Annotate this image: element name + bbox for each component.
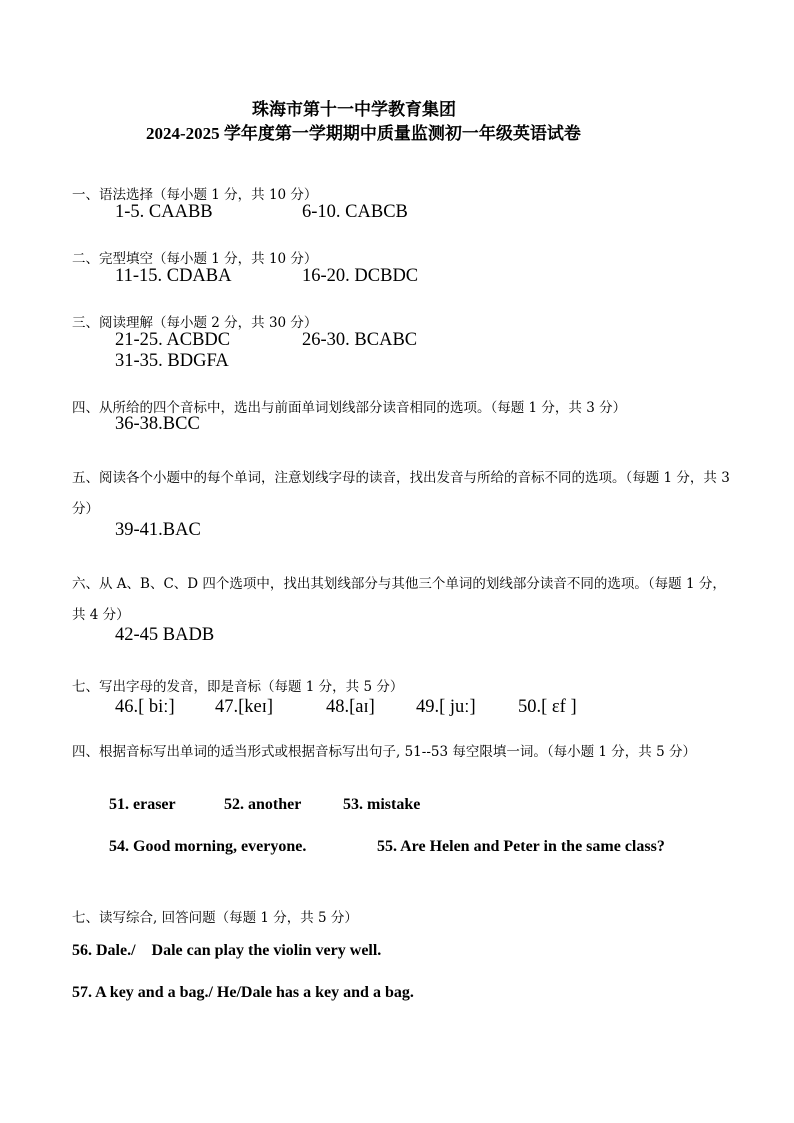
answer-49: 49.[ juː] — [416, 697, 476, 717]
section-heading-4: 四、从所给的四个音标中，选出与前面单词划线部分读音相同的选项。（每题 1 分，共 3 分） — [72, 400, 627, 416]
page-subtitle: 2024-2025 学年度第一学期期中质量监测初一年级英语试卷 — [146, 124, 581, 143]
answer-47: 47.[keɪ] — [215, 697, 274, 717]
answer-46: 46.[ biː] — [115, 697, 175, 717]
page-title: 珠海市第十一中学教育集团 — [252, 100, 456, 119]
answer-52: 52. another — [224, 796, 302, 813]
answer-21-25: 21-25. ACBDC — [115, 330, 231, 350]
section-heading-3: 三、阅读理解（每小题 2 分，共 30 分） — [72, 315, 318, 331]
section-heading-6: 六、从 A、B、C、D 四个选项中，找出其划线部分与其他三个单词的划线部分读音不同的选项。（每题 1 分，共 4 分） — [72, 576, 726, 623]
answer-51: 51. eraser — [109, 796, 176, 813]
answer-11-15: 11-15. CDABA — [115, 266, 232, 286]
section-heading-5: 五、阅读各个小题中的每个单词，注意划线字母的读音，找出发音与所给的音标不同的选项。（每题 1 分，共 3 分） — [72, 470, 730, 517]
answer-1-5: 1-5. CAABB — [115, 202, 213, 222]
section-heading-8: 四、根据音标写出单词的适当形式或根据音标写出句子, 51--53 每空限填一词。（每小题 1 分，共 5 分） — [72, 744, 696, 760]
answer-42-45: 42-45 BADB — [115, 625, 215, 645]
answer-54: 54. Good morning, everyone. — [109, 838, 307, 855]
section-heading-1: 一、语法选择（每小题 1 分，共 10 分） — [72, 187, 318, 203]
answer-57: 57. A key and a bag./ He/Dale has a key and a bag. — [72, 984, 414, 1001]
answer-48: 48.[aɪ] — [326, 697, 375, 717]
answer-36-38: 36-38.BCC — [115, 414, 200, 434]
answer-53: 53. mistake — [343, 796, 421, 813]
section-heading-7: 七、写出字母的发音，即是音标（每题 1 分，共 5 分） — [72, 679, 404, 695]
answer-39-41: 39-41.BAC — [115, 520, 201, 540]
section-heading-2: 二、完型填空（每小题 1 分，共 10 分） — [72, 251, 318, 267]
section-heading-9: 七、读写综合, 回答问题（每题 1 分，共 5 分） — [72, 910, 358, 926]
answer-26-30: 26-30. BCABC — [302, 330, 418, 350]
answer-50: 50.[ ɛf ] — [518, 697, 577, 717]
answer-6-10: 6-10. CABCB — [302, 202, 408, 222]
answer-56: 56. Dale./ Dale can play the violin very well. — [72, 942, 382, 959]
answer-55: 55. Are Helen and Peter in the same class? — [377, 838, 665, 855]
answer-16-20: 16-20. DCBDC — [302, 266, 419, 286]
answer-31-35: 31-35. BDGFA — [115, 351, 229, 371]
